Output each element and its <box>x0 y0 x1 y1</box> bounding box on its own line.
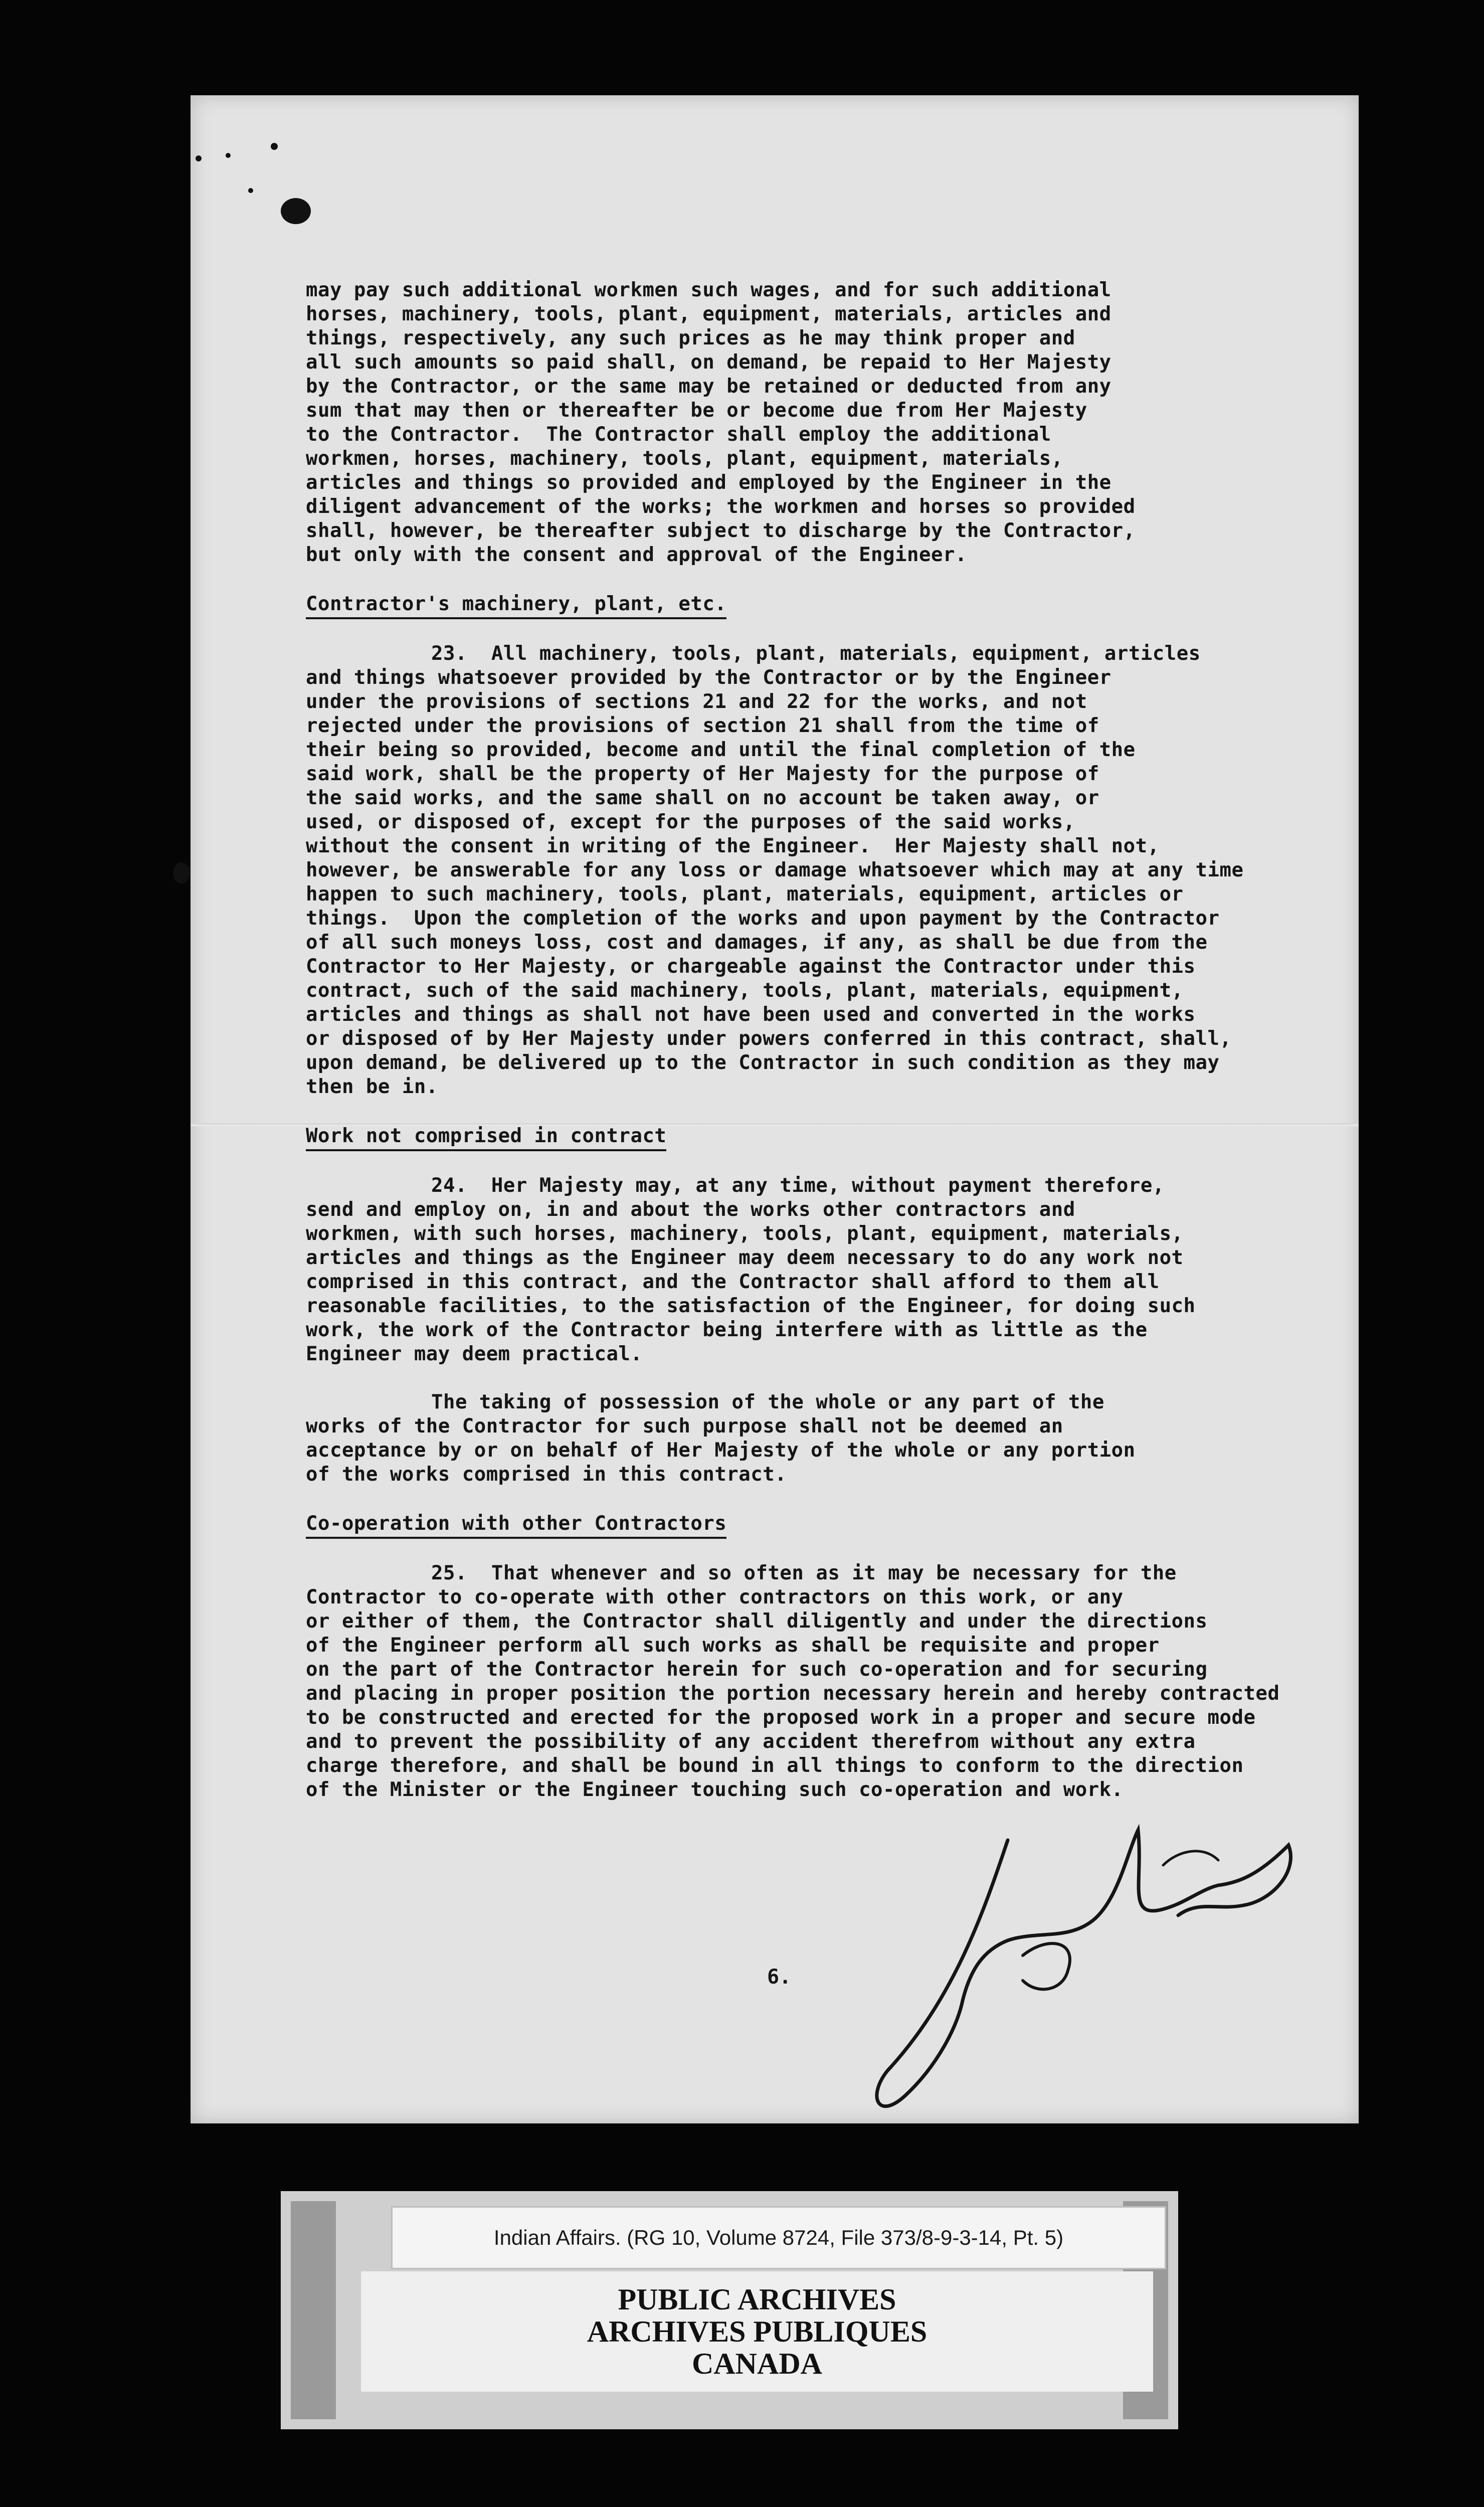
archive-reference: Indian Affairs. (RG 10, Volume 8724, File 373/8-9-3-14, Pt. 5) <box>391 2206 1166 2269</box>
ink-speck <box>226 153 231 158</box>
heading-contractors-machinery: Contractor's machinery, plant, etc. <box>306 592 726 619</box>
heading-co-operation: Co-operation with other Contractors <box>306 1512 726 1539</box>
ink-speck <box>173 862 190 883</box>
paragraph-22-continued: may pay such additional workmen such wages, and for such additional horses, machinery, tools, plant, equipment, materials, articles and things, respectively, any such prices as he may think proper and all such amounts so paid shall, on demand, be repaid to Her Majesty by the Contractor, or the same may be retained or deducted from any sum that may then or thereafter be or become due from Her Majesty to the Contractor. The Contractor shall employ the additional workmen, horses, machinery, tools, plant, equipment, materials, articles and things so provided and employed by the Engineer in the diligent advancement of the works; the workmen and horses so provided shall, however, be thereafter subject to discharge by the Contractor, but only with the consent and approval of the Engineer. <box>306 279 1136 566</box>
archive-stamp-line-1: PUBLIC ARCHIVES <box>618 2283 896 2316</box>
paragraph-24-continued: The taking of possession of the whole or any part of the works of the Contractor for such purpose shall not be deemed an acceptance by or on behalf of Her Majesty of the whole or any portion of the works comprised in this contract. <box>306 1391 1136 1486</box>
archive-stamp <box>361 2271 1153 2392</box>
ink-speck <box>196 155 202 161</box>
ink-speck <box>248 188 253 193</box>
heading-work-not-comprised: Work not comprised in contract <box>306 1124 666 1151</box>
archive-stamp-line-2: ARCHIVES PUBLIQUES <box>587 2315 928 2348</box>
handwritten-signature <box>857 1790 1319 2141</box>
ink-blot <box>281 198 311 224</box>
paragraph-24: 24. Her Majesty may, at any time, without payment therefore, send and employ on, in and about the works other contractors and workmen, with such horses, machinery, tools, plant, equipment, materials, articles and things as the Engineer may deem necessary to do any work not comprised in this contract, and the Contractor shall afford to them all reasonable facilities, to the satisfaction of the Engineer, for doing such work, the work of the Contractor being interfere with as little as the Engineer may deem practical. <box>306 1174 1196 1365</box>
paragraph-25: 25. That whenever and so often as it may be necessary for the Contractor to co-operate with other contractors on this work, or any or either of them, the Contractor shall diligently and under the directions of the Engineer perform all such works as shall be requisite and proper on the part of the Contractor herein for such co-operation and for securing and placing in proper position the portion necessary herein and hereby contracted to be constructed and erected for the proposed work in a proper and secure mode and to prevent the possibility of any accident therefrom without any extra charge therefore, and shall be bound in all things to conform to the direction of the Minister or the Engineer touching such co-operation and work. <box>306 1562 1280 1801</box>
ink-speck <box>271 143 278 150</box>
archive-stamp-line-3: CANADA <box>692 2347 822 2380</box>
paragraph-23: 23. All machinery, tools, plant, materials, equipment, articles and things whatsoever provided by the Contractor or by the Engineer under the provisions of sections 21 and 22 for the works, and not rejected under the provisions of section 21 shall from the time of their being so provided, become and until the final completion of the said work, shall be the property of Her Majesty for the purpose of the said works, and the same shall on no account be taken away, or used, or disposed of, except for the purposes of the said works, without the consent in writing of the Engineer. Her Majesty shall not, however, be answerable for any loss or damage whatsoever which may at any time happen to such machinery, tools, plant, materials, equipment, articles or things. Upon the completion of the works and upon payment by the Contractor of all such moneys loss, cost and damages, if any, as shall be due from the Contractor to Her Majesty, or chargeable against the Contractor under this contract, such of the said machinery, tools, plant, materials, equipment, articles and things as shall not have been used and converted in the works or disposed of by Her Majesty under powers conferred in this contract, shall, upon demand, be delivered up to the Contractor in such condition as they may then be in. <box>306 642 1244 1098</box>
document-page <box>191 95 1359 2123</box>
document-body <box>306 278 1334 1802</box>
page-number: 6. <box>767 1965 792 1989</box>
